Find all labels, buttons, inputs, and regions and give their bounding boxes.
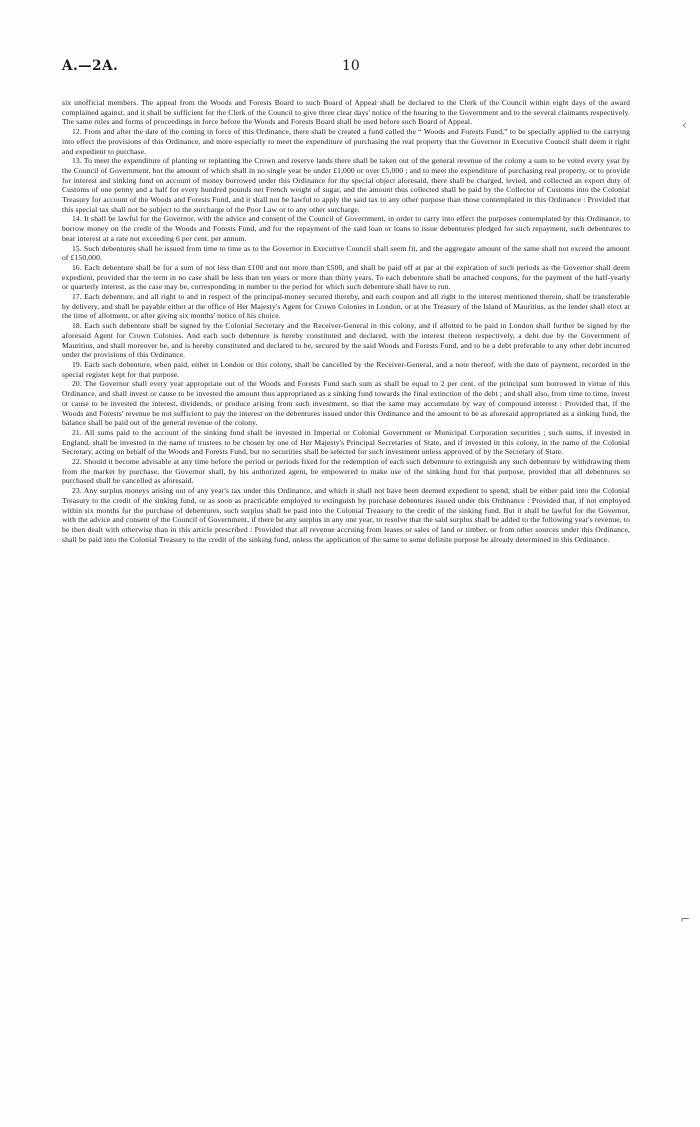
paragraph-15: 15. Such debentures shall be issued from time to time as to the Governor in Executive Council shall seem fit, and the aggregate amount of the same shall not exceed the amount of £150,000. <box>62 243 630 263</box>
page-header <box>62 58 630 84</box>
paragraph-21: 21. All sums paid to the account of the sinking fund shall be invested in Imperial or Colonial Government or Municipal Corporation securities ; such sums, if invested in England, shall be invested in the name of trustees to be chosen by one of Her Majesty's Principal Secretaries of State, and if invested in this colony, in the name of the Colonial Secretary, acting on behalf of the Woods and Forests Fund, but no securities shall be selected for such investment unless approved of by the Secretary of State. <box>62 427 630 457</box>
margin-tick-mark: ‹ <box>682 118 687 132</box>
paragraph-23: 23. Any surplus moneys arising out of any year's tax under this Ordinance, and which it shall not have been deemed expedient to spend, shall be either paid into the Colonial Treasury to the credit of the sinking fund, or as soon as practicable employed to extinguish by purchase debentures issued under this Ordinance : Provided that, if not employed within six months for the purchase of debentures, such surplus shall be paid into the Colonial Treasury to the credit of the sinking fund. But it shall be lawful for the Governor, with the advice and consent of the Council of Government, if there be any surplus in any one year, to resolve that the said surplus shall be added to the following year's revenue, to be then dealt with otherwise than in this article prescribed : Provided that all revenue accruing from leases or sales of land or timber, or from other sources under this Ordinance, shall be paid into the Colonial Treasury to the credit of the sinking fund, unless the application of the same to some definite purpose be already determined in this Ordinance. <box>62 486 630 544</box>
document-page <box>62 58 630 544</box>
paragraph-continuation: six unofficial members. The appeal from the Woods and Forests Board to such Board of Appeal shall be declared to the Clerk of the Council within eight days of the award complained against, and it shall be sufficient for the Clerk of the Council to give three clear days' notice of the hearing to the Government and to the several claimants respectively. The same rules and forms of proceedings in force before the Woods and Forests Board shall be used before such Board of Appeal. <box>62 98 630 127</box>
paragraph-19: 19. Each such debenture, when paid, either in London or this colony, shall be cancelled by the Receiver-General, and a note thereof, with the date of payment, recorded in the special register kept for that purpose. <box>62 359 630 379</box>
paragraph-16: 16. Each debenture shall be for a sum of not less than £100 and not more than £500, and shall be paid off at par at the expiration of such periods as the Governor shall deem expedient, provided that the term in no case shall be less than ten years or more than thirty years. To each debenture shall be attached coupons, for the payment of the half-yearly or quarterly interest, as the case may be, corresponding in number to the period for which such debenture shall have to run. <box>62 262 630 292</box>
document-reference: A.—2A. <box>62 58 119 74</box>
paragraph-14: 14. It shall be lawful for the Governor, with the advice and consent of the Council of Government, in order to carry into effect the purposes contemplated by this Ordinance, to borrow money on the credit of the Woods and Forests Fund, and for the repayment of the said loan or loans to issue debentures pledged for such repayment, such debentures to bear interest at a rate not exceeding 6 per cent. per annum. <box>62 214 630 243</box>
paragraph-18: 18. Each such debenture shall be signed by the Colonial Secretary and the Receiver-General in this colony, and if allotted to be paid in London shall further be signed by the aforesaid Agent for Crown Colonies. And each such debenture is hereby constituted and declared, with the interest thereon respectively, a debt due by the Government of Mauritius, and shall moreover be, and is hereby constituted and declared to be, secured by the said Woods and Forests Fund, and to be a debt preferable to any other debt incurred under the provisions of this Ordinance. <box>62 321 630 360</box>
page-number: 10 <box>342 58 360 74</box>
paragraph-17: 17. Each debenture, and all right to and in respect of the principal-money secured thereby, and each coupon and all right to the interest mentioned therein, shall be transferable by delivery, and shall be payable either at the office of Her Majesty's Agent for Crown Colonies in London, or at the Treasury of the Island of Mauritius, as the lender shall elect at the time of allotment, or after giving six months' notice of his choice. <box>62 292 630 321</box>
paragraph-20: 20. The Governor shall every year appropriate out of the Woods and Forests Fund such sum as shall be equal to 2 per cent. of the principal sum borrowed in virtue of this Ordinance, and shall invest or cause to be invested the amount thus appropriated as a sinking fund towards the final extinction of the debt ; and shall also, from time to time, invest or cause to be invested the interest, dividends, or produce arising from such investment, so that the same may accumulate by way of compound interest : Provided that, if the Woods and Forests' revenue be not sufficient to pay the interest on the debentures issued under this Ordinance and the amount to be as aforesaid appropriated as a sinking fund, the balance shall be paid out of the general revenue of the colony. <box>62 379 630 428</box>
paragraph-12: 12. From and after the date of the coming in force of this Ordinance, there shall be created a fund called the “ Woods and Forests Fund,” to be specially applied to the carrying into effect the provisions of this Ordinance, and more especially to meet the expenditure of purchasing the real property that the Governor in Executive Council shall deem it right and expedient to purchase. <box>62 127 630 156</box>
document-body <box>62 98 630 544</box>
margin-curl-mark: ⌐ <box>680 912 691 926</box>
paragraph-22: 22. Should it become advisable at any time before the period or periods fixed for the redemption of each such debenture to extinguish any such debenture by withdrawing them from the market by purchase, the Governor shall, by his authorized agent, be empowered to make use of the sinking fund for that purpose, provided that all debentures so purchased shall be cancelled as aforesaid. <box>62 457 630 486</box>
paragraph-13: 13. To meet the expenditure of planting or replanting the Crown and reserve lands there shall be taken out of the general revenue of the colony a sum to be voted every year by the Council of Government, but the amount of which shall in no single year be under £1,000 or over £5,000 ; and to meet the expenditure of purchasing real property, or to provide for interest and sinking fund on account of money borrowed under this Ordinance for the special object aforesaid, there shall be charged, levied, and collected an export duty of Customs of one penny and a half for every hundred pounds net French weight of sugar, and the amount thus collected shall be paid by the Collector of Customs into the Colonial Treasury for account of the Woods and Forests Fund, and it shall not be lawful to apply the said tax to any other purpose than those contemplated in this Ordinance : Provided that this special tax shall not be subject to the surcharge of the Poor Law or to any other surcharge. <box>62 156 630 214</box>
